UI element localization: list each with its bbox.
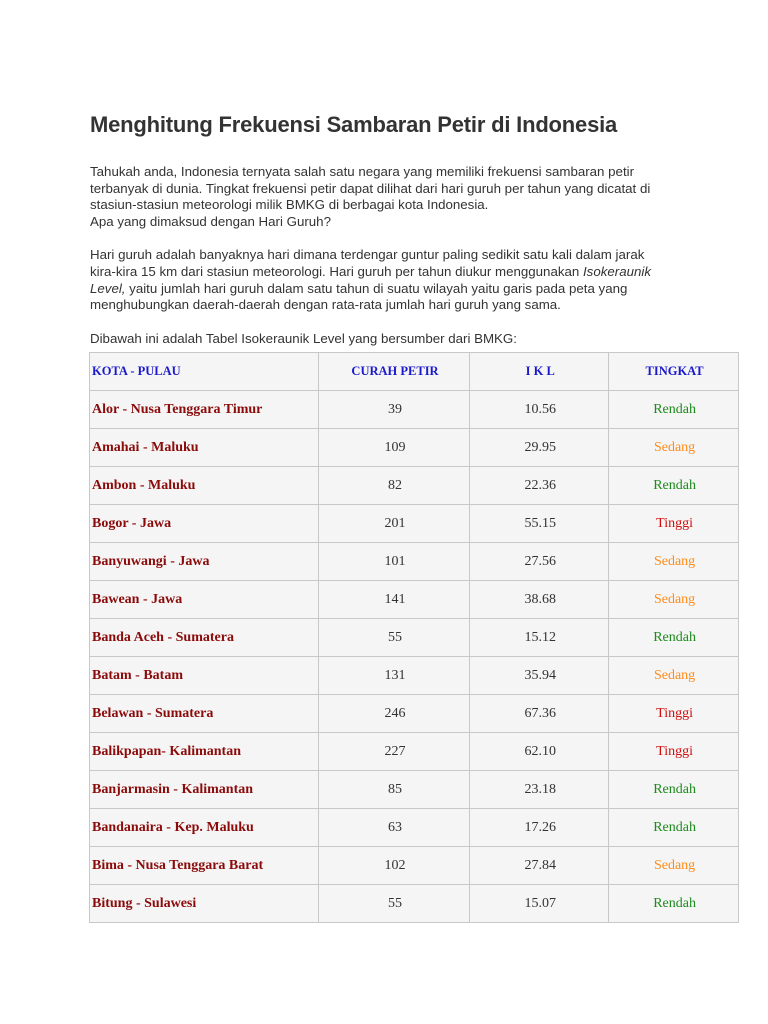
definition-line: menghubungkan daerah-daerah dengan rata-rata jumlah hari guruh yang sama. [90,297,561,313]
table-row [90,657,739,695]
cell-ikl: 17.26 [470,809,609,847]
intro-line: stasiun-stasiun meteorologi milik BMKG di berbagai kota Indonesia. [90,197,489,213]
cell-tingkat: Tinggi [609,695,739,733]
cell-kota-pulau: Amahai - Maluku [90,429,319,467]
header-kota-pulau: KOTA - PULAU [90,353,319,391]
cell-ikl: 15.07 [470,885,609,923]
header-ikl: I K L [470,353,609,391]
cell-kota-pulau: Banyuwangi - Jawa [90,543,319,581]
cell-tingkat: Rendah [609,619,739,657]
header-tingkat: TINGKAT [609,353,739,391]
cell-curah-petir: 246 [318,695,470,733]
cell-ikl: 22.36 [470,467,609,505]
cell-ikl: 35.94 [470,657,609,695]
cell-curah-petir: 85 [318,771,470,809]
cell-ikl: 23.18 [470,771,609,809]
header-curah-petir: CURAH PETIR [318,353,470,391]
cell-tingkat: Sedang [609,543,739,581]
definition-italic-term: Level, [90,280,126,296]
table-row [90,467,739,505]
document-body [90,110,740,347]
cell-curah-petir: 131 [318,657,470,695]
definition-text: yaitu jumlah hari guruh dalam satu tahun di suatu wilayah yaitu garis pada peta yang [125,280,628,296]
table-row [90,619,739,657]
table-header-row [90,353,739,391]
intro-paragraph [90,164,740,231]
cell-tingkat: Rendah [609,391,739,429]
cell-curah-petir: 82 [318,467,470,505]
cell-tingkat: Rendah [609,809,739,847]
definition-line: Hari guruh adalah banyaknya hari dimana terdengar guntur paling sedikit satu kali dalam jarak [90,247,645,263]
table-row [90,847,739,885]
cell-tingkat: Sedang [609,657,739,695]
cell-ikl: 27.56 [470,543,609,581]
cell-curah-petir: 201 [318,505,470,543]
table-row [90,885,739,923]
cell-ikl: 15.12 [470,619,609,657]
cell-curah-petir: 63 [318,809,470,847]
definition-line [90,264,740,281]
cell-curah-petir: 227 [318,733,470,771]
table-row [90,505,739,543]
cell-ikl: 55.15 [470,505,609,543]
cell-curah-petir: 101 [318,543,470,581]
page-title: Menghitung Frekuensi Sambaran Petir di Indonesia [90,112,618,137]
definition-italic-term: Isokeraunik [582,264,651,280]
cell-curah-petir: 141 [318,581,470,619]
cell-kota-pulau: Belawan - Sumatera [90,695,319,733]
cell-ikl: 10.56 [470,391,609,429]
intro-line: Tahukah anda, Indonesia ternyata salah satu negara yang memiliki frekuensi sambaran petir [90,164,635,179]
cell-ikl: 67.36 [470,695,609,733]
cell-curah-petir: 109 [318,429,470,467]
definition-paragraph [90,247,740,314]
cell-ikl: 62.10 [470,733,609,771]
table-row [90,771,739,809]
cell-kota-pulau: Balikpapan- Kalimantan [90,733,319,771]
cell-tingkat: Rendah [609,885,739,923]
definition-line [90,281,740,298]
cell-kota-pulau: Bawean - Jawa [90,581,319,619]
cell-curah-petir: 39 [318,391,470,429]
cell-tingkat: Rendah [609,771,739,809]
table-row [90,391,739,429]
cell-kota-pulau: Bima - Nusa Tenggara Barat [90,847,319,885]
cell-kota-pulau: Bogor - Jawa [90,505,319,543]
cell-kota-pulau: Banda Aceh - Sumatera [90,619,319,657]
table-row [90,733,739,771]
cell-kota-pulau: Ambon - Maluku [90,467,319,505]
cell-curah-petir: 55 [318,619,470,657]
intro-line: terbanyak di dunia. Tingkat frekuensi petir dapat dilihat dari hari guruh per tahun yang dicatat di [90,180,651,196]
table-row [90,581,739,619]
cell-kota-pulau: Alor - Nusa Tenggara Timur [90,391,319,429]
cell-curah-petir: 102 [318,847,470,885]
cell-tingkat: Sedang [609,429,739,467]
table-row [90,429,739,467]
cell-tingkat: Tinggi [609,733,739,771]
cell-tingkat: Rendah [609,467,739,505]
cell-ikl: 29.95 [470,429,609,467]
cell-kota-pulau: Banjarmasin - Kalimantan [90,771,319,809]
cell-tingkat: Sedang [609,581,739,619]
cell-ikl: 27.84 [470,847,609,885]
cell-kota-pulau: Bitung - Sulawesi [90,885,319,923]
table-row [90,695,739,733]
cell-ikl: 38.68 [470,581,609,619]
table-intro-paragraph: Dibawah ini adalah Tabel Isokeraunik Level yang bersumber dari BMKG: [90,330,517,346]
cell-curah-petir: 55 [318,885,470,923]
cell-kota-pulau: Bandanaira - Kep. Maluku [90,809,319,847]
table-row [90,543,739,581]
cell-kota-pulau: Batam - Batam [90,657,319,695]
definition-text: kira-kira 15 km dari stasiun meteorologi. Hari guruh per tahun diukur menggunakan [90,264,583,280]
isokeraunik-table [89,352,739,923]
table-row [90,809,739,847]
cell-tingkat: Tinggi [609,505,739,543]
intro-question: Apa yang dimaksud dengan Hari Guruh? [90,214,331,230]
table-body [90,391,739,923]
cell-tingkat: Sedang [609,847,739,885]
